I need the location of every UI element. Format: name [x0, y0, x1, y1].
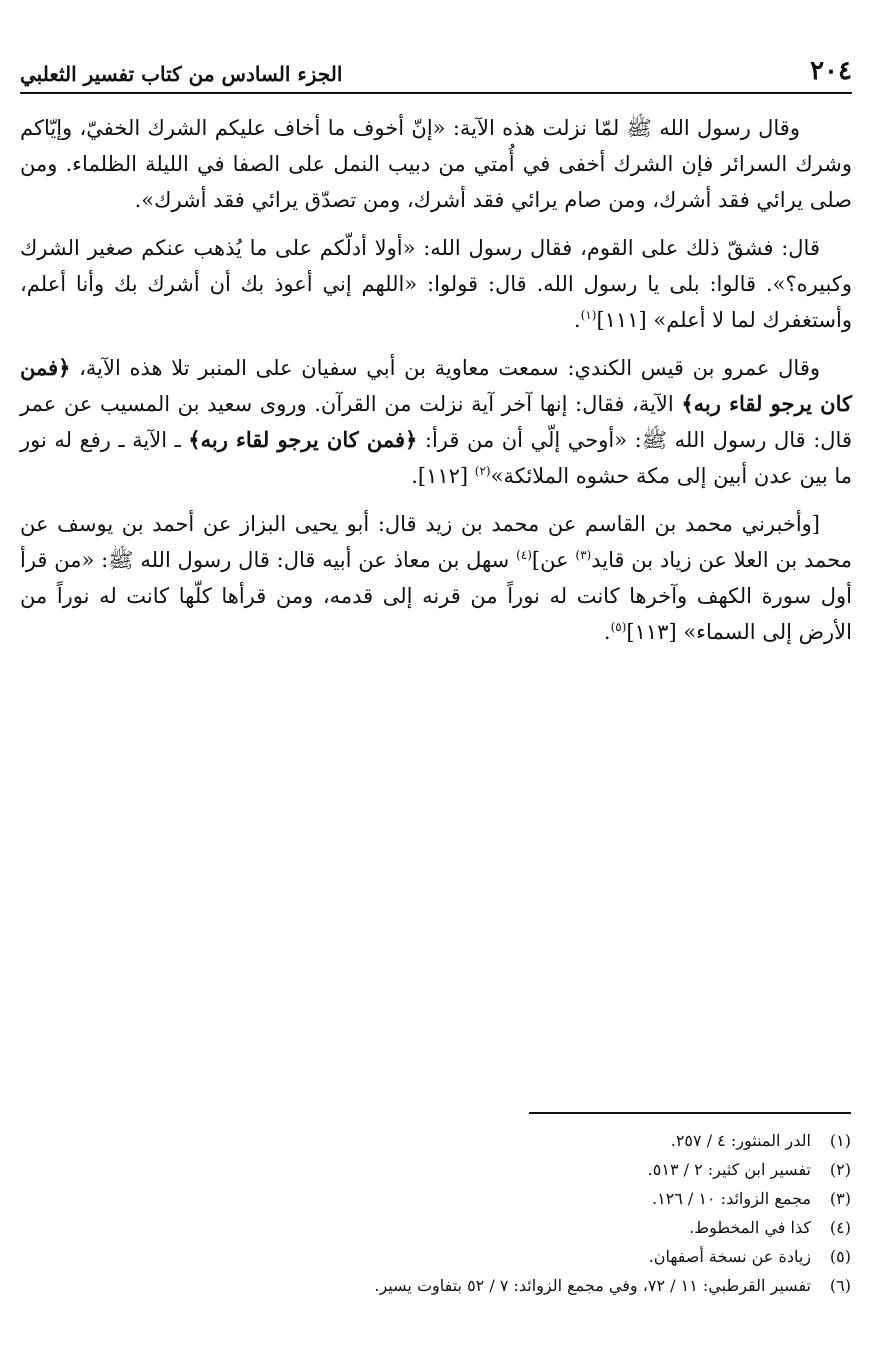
paragraph-2-end: . — [573, 308, 581, 332]
footnote-number: (٥) — [829, 1247, 851, 1266]
footnote-text: مجمع الزوائد: ١٠ / ١٢٦. — [651, 1189, 811, 1208]
paragraph-3-end: [١١٢]. — [411, 464, 475, 488]
paragraph-4-text: [وأخبرني محمد بن القاسم عن محمد بن زيد قال: أبو يحيى البزاز عن أحمد بن يوسف عن محمد بن العلا عن زياد بن قايد — [20, 512, 852, 572]
footnote-number: (١) — [829, 1131, 851, 1150]
footnote-ref: (٣) — [575, 548, 592, 562]
paragraph-2-text: قال: فشقّ ذلك على القوم، فقال رسول الله: «أولا أدلّكم على ما يُذهب عنكم صغير الشرك وكبيره؟». قالوا: بلى يا رسول الله. قال: قولوا: «اللهم إني أعوذ بك أن أشرك بك وأنا أعلم، وأستغفرك لما لا أعلم» [١١١] — [20, 236, 852, 332]
quran-verse: ﴿فمن كان يرجو لقاء ربه﴾ — [188, 427, 418, 452]
footnote-text: الدر المنثور: ٤ / ٢٥٧. — [670, 1131, 811, 1150]
paragraph-4 — [20, 506, 852, 650]
paragraph-1-text: وقال رسول الله ﷺ لمّا نزلت هذه الآية: «إنّ أخوف ما أخاف عليكم الشرك الخفيّ، وإيّاكم وشرك السرائر فإن الشرك أخفى في أُمتي من دبيب النمل على الصفا في الليلة الظلماء. ومن صلى يرائي فقد أشرك، ومن صام يرائي فقد أشرك، ومن تصدّق يرائي فقد أشرك». — [20, 116, 852, 212]
footnote — [71, 1155, 851, 1184]
paragraph-1 — [20, 110, 852, 218]
footnote — [71, 1242, 851, 1271]
page-number: ٢٠٤ — [810, 56, 852, 86]
footnote — [71, 1184, 851, 1213]
footnote — [71, 1126, 851, 1155]
paragraph-2 — [20, 230, 852, 338]
footnote-number: (٤) — [829, 1218, 851, 1237]
paragraph-3 — [20, 350, 852, 494]
page-header — [20, 52, 852, 94]
footnote-number: (٣) — [829, 1189, 851, 1208]
paragraph-4-text-3: سهل بن معاذ عن أبيه قال: قال رسول الله ﷺ: «من قرأ أول سورة الكهف وآخرها كانت له نوراً من قرنه إلى قدمه، ومن قرأها كلّها كانت له نوراً من الأرض إلى السماء» [١١٣] — [20, 548, 852, 644]
footnote-number: (٢) — [829, 1160, 851, 1179]
footnote-ref: (٢) — [474, 464, 491, 478]
paragraph-4-end: . — [603, 620, 611, 644]
footnote-text: كذا في المخطوط. — [689, 1218, 811, 1237]
footnote — [71, 1213, 851, 1242]
footnote-text: تفسير ابن كثير: ٢ / ٥١٣. — [647, 1160, 811, 1179]
footnote-text: زيادة عن نسخة أصفهان. — [648, 1247, 811, 1266]
footnote-number: (٦) — [829, 1276, 851, 1295]
main-text — [20, 110, 852, 662]
paragraph-4-text-2: عن] — [531, 548, 576, 572]
footnote-ref: (١) — [580, 308, 597, 322]
paragraph-3-text-2: الآية، فقال: إنها آخر آية نزلت من القرآن. وروى سعيد بن المسيب عن عمر قال: قال رسول الله ﷺ: «أوحي إلّي أن من قرأ: — [20, 392, 852, 452]
footnote-ref: (٤) — [516, 548, 532, 562]
paragraph-3-text: وقال عمرو بن قيس الكندي: سمعت معاوية بن أبي سفيان على المنبر تلا هذه الآية، — [70, 356, 820, 380]
footnote — [71, 1271, 851, 1300]
footnote-ref: (٥) — [610, 620, 627, 634]
quran-verse: ﴿فمن كان يرجو لقاء ربه﴾ — [20, 355, 852, 416]
footnote-text: تفسير القرطبي: ١١ / ٧٢، وفي مجمع الزوائد: ٧ / ٥٢ بتفاوت يسير. — [374, 1276, 811, 1295]
paragraph-3-text-3: ـ الآية ـ رفع له نور ما بين عدن أبين إلى مكة حشوه الملائكة» — [20, 428, 852, 488]
footnote-separator — [529, 1112, 851, 1114]
footnotes — [71, 1126, 851, 1300]
running-title: الجزء السادس من كتاب تفسير الثعلبي — [20, 62, 343, 86]
